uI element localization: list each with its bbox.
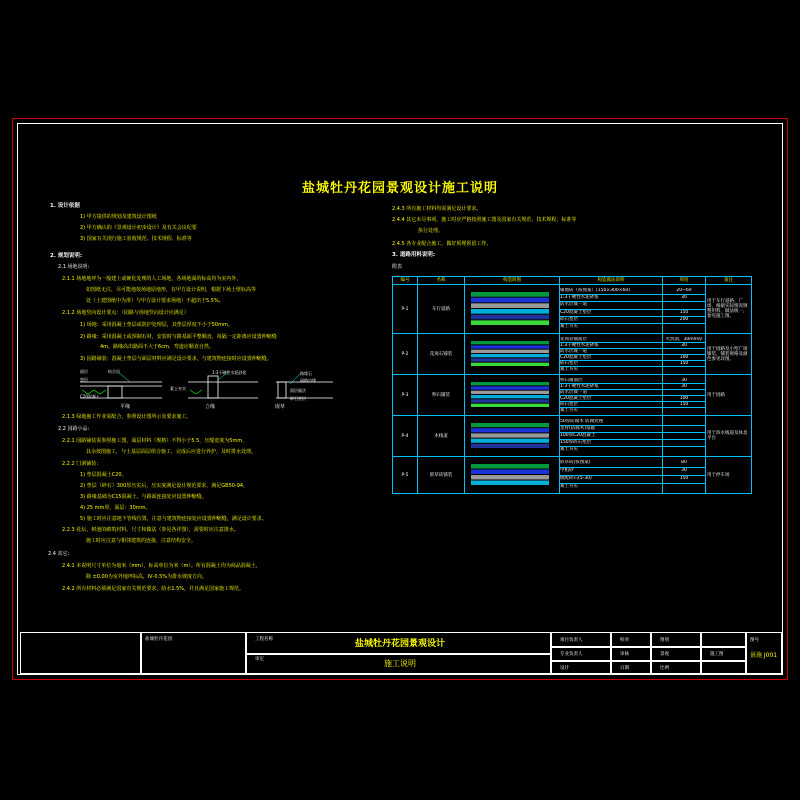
layer-list (560, 334, 663, 375)
divider (745, 632, 747, 674)
layer-band (471, 341, 549, 344)
layer-item: 卵石铺面层 (560, 378, 662, 384)
section-diagram-graphic (467, 379, 553, 409)
row-id: P-4 (393, 416, 418, 457)
paragraph-line: 2) 垫层（碎石）300厚压实后，压实度满足设计规范要求，满足GB50-94， (80, 483, 249, 489)
paragraph-line: 2.4.1 本说明尺寸单位为毫米（mm），标高单位为米（m）。所有混凝土均为商品混凝土， (62, 563, 261, 569)
layer-item: 素土夯实 (560, 324, 578, 330)
layer-item: 素土夯实 (560, 447, 578, 453)
list-item: 1) 甲方提供的规划及建筑设计图纸 (80, 214, 157, 220)
paragraph-line: 2.4.4 其它未尽事项，施工时应严格按照施工图及国家有关规范、技术规程、标准等 (392, 217, 577, 223)
construction-table (392, 276, 752, 494)
paragraph-line: 4) 25 mm厚，面层：30mm。 (80, 505, 151, 511)
thickness-item: 100 (663, 355, 705, 361)
subsection-heading: 2.2 园路小品: (58, 426, 90, 432)
thickness-item: 30 (663, 384, 705, 390)
layer-item: 防水层或一道 (560, 302, 662, 309)
paragraph-line: 1) 场地：采用混凝土垫层或防护处理层，其垫层厚度不小于50mm。 (80, 322, 233, 328)
thickness-list (663, 375, 706, 416)
row-id: P-3 (393, 375, 418, 416)
section-heading: 1. 设计依据 (50, 203, 80, 209)
thickness-item (663, 324, 705, 330)
tb-label: 日期 (620, 666, 629, 671)
paragraph-line: 2.4.2 所有材料必须满足国家有关规范要求，防水1.5%，并且满足国家施工规范。 (62, 586, 245, 592)
thickness-item: 150 (663, 310, 705, 317)
layer-item: 1:3干硬性水泥砂浆 (560, 295, 662, 302)
header-cell: 编号 (393, 277, 418, 285)
row-note: 用于停车场 (706, 457, 752, 494)
paragraph-line: 3) 园路铺装：混凝土垫层与面层材料应满足设计要求，与建筑物连接时应设置伸缩缝。 (80, 356, 272, 362)
thickness-item: 火烧面，30mm厚 (663, 337, 705, 343)
layer-band (471, 428, 549, 432)
section-diagram-graphic (467, 338, 553, 368)
layer-band (471, 363, 549, 366)
layer-band (471, 386, 549, 389)
tb-label: 专业负责人 (560, 652, 583, 657)
divider (650, 632, 652, 674)
row-note: 用于滨水栈道及休息平台 (706, 416, 752, 457)
thickness-list (663, 457, 706, 494)
layer-band (471, 481, 549, 486)
tb-label: 比例 (660, 666, 669, 671)
layer-band (471, 309, 549, 314)
row-note: 用于车行道路、广场，根据实际情况调整用料，做法统一，参见施工图。 (706, 285, 752, 334)
layer-band (471, 423, 549, 427)
layer-band (471, 298, 549, 303)
section-diagram-graphic (467, 461, 553, 487)
row-name: 卵石铺装 (418, 375, 465, 416)
layer-band (471, 444, 549, 448)
paragraph-line: 执行处理。 (418, 228, 444, 234)
project-name: 盐城牡丹花园景观设计 (354, 639, 445, 649)
paragraph-line: 3) 路缘基础为C15混凝土，与路面连接处应设置伸缩缝。 (80, 494, 207, 500)
paragraph-line: 2.2.1 园路铺装需参照施工图，面层材料（规格）不得小于5.5，压缝宽度为5mm， (62, 438, 248, 444)
thickness-item (663, 447, 705, 453)
paragraph-line: 1) 垫层混凝土C20。 (80, 472, 127, 478)
section-heading: 3. 道路用料说明: (392, 252, 436, 258)
layer-item: 中粗砂 (560, 468, 662, 476)
thickness-item: 30 (663, 378, 705, 384)
layer-band (471, 399, 549, 402)
paragraph-line: 2.4.3 所有施工材料均需满足设计要求。 (392, 206, 482, 212)
layer-band (471, 395, 549, 398)
layer-band (471, 391, 549, 394)
header-cell: 名称 (418, 277, 465, 285)
row-name: 花岗石铺装 (418, 334, 465, 375)
table-label: 附表 (392, 264, 403, 270)
layer-band (471, 464, 549, 469)
divider (245, 653, 550, 655)
row-note: 用于园路 (706, 375, 752, 416)
header-cell: 厚度 (663, 277, 706, 285)
tb-label: 施工图 (710, 652, 724, 657)
paragraph-line: 2.2.3 花坛、树池的砌筑材料、尺寸和做法（参见各详图），需要时应注意排水。 (62, 527, 239, 533)
subsection-heading: 2.4 其它: (48, 551, 70, 557)
layer-list (560, 457, 663, 494)
paragraph-line: 2.4.5 各专业配合施工，做好预埋预留工作。 (392, 241, 492, 247)
section-diagram-graphic (467, 289, 553, 327)
thickness-item: 30 (663, 468, 705, 476)
layer-band (471, 292, 549, 297)
paragraph-line: 其余按图施工，与土基层面层组合施工，完成后应进行养护，及时排水处理。 (86, 449, 257, 455)
row-id: P-2 (393, 334, 418, 375)
section-diagram-graphic (467, 420, 553, 450)
table-row (393, 285, 752, 334)
divider (610, 632, 612, 674)
layer-item: 防水层或一道 (560, 390, 662, 396)
thickness-item (663, 484, 705, 491)
layer-item: 素土夯实 (560, 483, 578, 489)
paragraph-line: 施工时应注意与相邻建筑的连接，注意结构安全。 (86, 538, 197, 544)
diagram-caption: 嵌草 (275, 404, 286, 410)
layer-band (471, 433, 549, 437)
divider (550, 646, 745, 648)
thickness-list (663, 285, 706, 334)
layer-item: 碎石垫层 (560, 361, 662, 367)
section-diagram (465, 334, 560, 375)
divider (140, 632, 142, 674)
thickness-item (663, 426, 705, 433)
diagram-label: 面层做法 (290, 388, 306, 393)
thickness-item (663, 302, 705, 309)
table-row (393, 375, 752, 416)
diagram-label: 素土夯实 (170, 386, 186, 391)
divider (550, 660, 745, 662)
layer-item: 龙骨(防腐木)基础 (560, 426, 662, 433)
thickness-item: 200 (663, 317, 705, 324)
thickness-item (663, 367, 705, 372)
row-name: 嵌草砖铺装 (418, 457, 465, 494)
tb-label: 审定 (255, 657, 264, 662)
page-title: 盐城牡丹花园景观设计施工说明 (301, 181, 498, 196)
section-diagram (465, 285, 560, 334)
table-row (393, 416, 752, 457)
tb-label: 工程名称 (255, 637, 273, 642)
header-cell: 构造简图 (465, 277, 560, 285)
thickness-item (663, 440, 705, 447)
thickness-item: 150 (663, 476, 705, 484)
layer-item: 铺地砖（按图案）(150×300×60) (560, 288, 662, 295)
row-name: 木栈道 (418, 416, 465, 457)
diagram-label: 路缘石 (300, 371, 312, 376)
drawing-number: 景施 J001 (750, 652, 778, 659)
layer-list (560, 416, 663, 457)
diagram-label: 结合层 (108, 369, 120, 374)
thickness-item: 30 (663, 343, 705, 349)
paragraph-line: 5) 施工时应注意地下管线位置，注意与建筑物连接处应设置伸缩缝，满足设计要求。 (80, 516, 267, 522)
paragraph-line: 处（土建图纸中为准）与甲方设计要求场地）不超出于5.5%。 (86, 298, 224, 304)
section-diagram (465, 375, 560, 416)
layer-band (471, 439, 549, 443)
layer-item: C20混凝土垫层 (560, 310, 662, 317)
section-diagram (465, 457, 560, 494)
tb-label: 景观 (660, 652, 669, 657)
divider (550, 632, 552, 674)
layer-item: C20混凝土垫层 (560, 355, 662, 361)
layer-list (560, 375, 663, 416)
thickness-item: 80 (663, 460, 705, 468)
tb-label: 审核 (620, 652, 629, 657)
header-cell: 备注 (706, 277, 752, 285)
layer-item: 1:3干硬性水泥砂浆 (560, 384, 662, 390)
thickness-item: 100 (663, 396, 705, 402)
diagram-label: 垫层 (80, 377, 88, 382)
thickness-list (663, 416, 706, 457)
layer-band (471, 303, 549, 308)
row-id: P-5 (393, 457, 418, 494)
paragraph-line: 除 ±0.00为室外地坪标高，Ⅳ-0.5%为排水坡度方向。 (86, 574, 208, 580)
table-header-row (393, 277, 752, 285)
thickness-list (663, 334, 706, 375)
paragraph-line: 2.1.3 绿地施工作业需配合，参照设计图所示及要求施工。 (62, 414, 192, 420)
tb-label: 项目负责人 (560, 638, 583, 643)
row-note: 用于园路及小型广场铺装，铺装规格及颜色参见详图。 (706, 334, 752, 375)
row-name: 车行道路 (418, 285, 465, 334)
divider (700, 632, 702, 674)
row-id: P-1 (393, 285, 418, 334)
thickness-item: 150 (663, 402, 705, 408)
section-heading: 2. 规划说明: (50, 253, 83, 259)
section-diagram (465, 416, 560, 457)
thickness-item: 30 (663, 295, 705, 302)
layer-band (471, 345, 549, 348)
diagram-caption: 平缘 (120, 404, 131, 410)
layer-item: 1:3干硬性水泥砂浆 (560, 343, 662, 349)
thickness-item: 150 (663, 361, 705, 367)
diagram-label: 园路边缘 (300, 378, 316, 383)
list-item: 2) 甲方确认的《景观设计初步设计》及有关会议纪要 (80, 225, 197, 231)
drawing-name: 施工说明 (384, 659, 416, 668)
tb-label: 图别 (660, 638, 669, 643)
diagram-label: 1:3干硬性水泥砂浆 (212, 370, 247, 375)
table-row (393, 334, 752, 375)
paragraph-line: 2.1.2 场地竖向设计要点：（园路与场地竖向设计应满足） (62, 310, 189, 316)
subsection-heading: 2.1 场地说明: (58, 264, 90, 270)
paragraph-line: 2.1.1 场地地坪为一般建土或硬化处理的人工场地，各场地面的标高均为室内外， (62, 276, 242, 282)
layer-item: 防水层或一道 (560, 349, 662, 355)
layer-item: 150厚碎石垫层 (560, 440, 662, 447)
paragraph-line: 4m，路缘高出路面不大于6cm，弯道应顺直自然。 (100, 344, 214, 350)
layer-list (560, 285, 663, 334)
diagram-label: 面层 (80, 369, 88, 374)
thickness-item: 20~60 (663, 288, 705, 295)
layer-band (471, 404, 549, 407)
layer-item: 级配碎石(5-30) (560, 476, 662, 484)
layer-item: 碎石垫层 (560, 402, 662, 408)
thickness-item (663, 433, 705, 440)
layer-band (471, 475, 549, 480)
table-row (393, 457, 752, 494)
drawing-number-label: 图号 (750, 638, 759, 643)
list-item: 3) 国家有关现行施工验收规范、技术规程、标准等 (80, 236, 192, 242)
layer-band (471, 382, 549, 385)
layer-band (471, 358, 549, 361)
diagram-caption: 立缘 (205, 404, 216, 410)
layer-band (471, 315, 549, 320)
diagram-label: 碎石垫层 (290, 396, 306, 401)
tb-label: 校对 (620, 638, 629, 643)
layer-item: 花岗岩铺面层 (560, 337, 662, 343)
paragraph-line: 2) 路缘：采用混凝土或预制石材，安装时与路基面平整顺直，每隔一定距离应设置伸缩缝 (80, 334, 277, 340)
design-unit: 盐城牡丹花园 (145, 637, 172, 642)
thickness-item (663, 419, 705, 426)
layer-item: 素土夯实 (560, 366, 578, 372)
layer-item: 50厚防腐木 防腐处理 (560, 419, 662, 426)
paragraph-line: 如图纸无注，尽可能地按场地原地形，在甲方设计说明，根据下场土壁标高等 (86, 287, 257, 293)
layer-band (471, 350, 549, 353)
paragraph-line: 2.2.2 门洞铺装： (62, 461, 102, 467)
layer-band (471, 470, 549, 475)
layer-item: 100厚C20混凝土 (560, 433, 662, 440)
layer-item: 嵌草砖(按图案) (560, 460, 662, 468)
layer-item: 碎石垫层 (560, 317, 662, 324)
tb-label: 设计 (560, 666, 569, 671)
diagram-label: C20混凝土 (80, 394, 100, 399)
layer-band (471, 354, 549, 357)
thickness-item (663, 408, 705, 413)
layer-item: 素土夯实 (560, 407, 578, 413)
layer-item: C20混凝土垫层 (560, 396, 662, 402)
header-cell: 构造做法说明 (560, 277, 663, 285)
layer-band (471, 320, 549, 325)
